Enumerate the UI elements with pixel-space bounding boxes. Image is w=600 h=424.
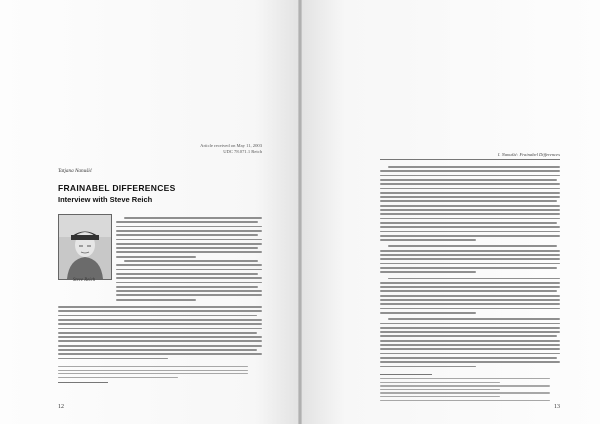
text-line xyxy=(380,348,560,350)
text-line xyxy=(58,349,257,351)
text-line xyxy=(116,234,258,236)
text-line xyxy=(116,273,258,275)
text-line xyxy=(380,282,560,284)
text-line xyxy=(380,271,476,273)
text-line xyxy=(380,340,560,342)
text-line xyxy=(116,251,262,253)
text-line xyxy=(116,243,262,245)
text-line xyxy=(380,344,560,346)
received-date: Article received on May 11, 2003 xyxy=(200,143,262,148)
article-title: FRAINABEL DIFFERENCES xyxy=(58,183,176,193)
text-line xyxy=(380,286,560,288)
text-line xyxy=(116,256,196,258)
text-line xyxy=(380,392,550,393)
text-line xyxy=(380,222,557,224)
text-line xyxy=(380,179,557,181)
text-line xyxy=(380,250,560,252)
text-line xyxy=(380,327,560,329)
text-line xyxy=(116,264,262,266)
text-line xyxy=(58,332,257,334)
publication-note xyxy=(152,143,262,155)
text-line xyxy=(380,200,557,202)
text-line xyxy=(380,357,557,359)
text-line xyxy=(380,299,560,301)
text-line xyxy=(116,230,262,232)
author-name: Tatjana Nanušić xyxy=(58,168,92,174)
text-line xyxy=(58,370,248,371)
text-line xyxy=(380,400,550,401)
text-line xyxy=(380,205,560,207)
text-line xyxy=(380,385,550,386)
text-line xyxy=(380,235,560,237)
text-line xyxy=(380,366,476,368)
text-line xyxy=(380,382,500,383)
text-line xyxy=(116,294,262,296)
right-page xyxy=(300,0,600,424)
text-line xyxy=(388,318,560,320)
text-line xyxy=(58,358,168,360)
text-line xyxy=(380,175,560,177)
steve-reich-photo xyxy=(58,214,112,280)
header-rule xyxy=(380,159,560,160)
text-line xyxy=(380,170,560,172)
text-line xyxy=(58,340,262,342)
udc-code: UDC 78.071.1 Reich xyxy=(223,149,262,154)
text-line xyxy=(388,245,557,247)
text-line xyxy=(380,258,560,260)
footnote-divider xyxy=(58,382,108,383)
text-line xyxy=(380,196,560,198)
text-line xyxy=(58,377,178,378)
text-line xyxy=(124,260,258,262)
text-line xyxy=(116,282,262,284)
running-head: I. Nanušić: Frainabel Differences xyxy=(497,152,560,157)
text-line xyxy=(380,308,560,310)
footnote-divider-right xyxy=(380,374,432,375)
text-line xyxy=(380,213,560,215)
text-line xyxy=(116,290,262,292)
text-line xyxy=(116,226,262,228)
text-line xyxy=(380,188,560,190)
text-line xyxy=(58,366,248,367)
text-line xyxy=(380,263,560,265)
text-line xyxy=(116,299,196,301)
text-line xyxy=(380,361,560,363)
text-line xyxy=(380,183,560,185)
article-subtitle: Interview with Steve Reich xyxy=(58,195,153,204)
text-line xyxy=(388,278,560,280)
text-line xyxy=(380,254,560,256)
text-line xyxy=(58,315,257,317)
text-line xyxy=(380,389,500,390)
text-line xyxy=(380,226,560,228)
text-line xyxy=(380,239,476,241)
text-line xyxy=(58,328,262,330)
portrait-image xyxy=(59,215,111,279)
text-line xyxy=(116,286,258,288)
text-line xyxy=(380,396,500,397)
text-line xyxy=(380,290,557,292)
text-line xyxy=(380,335,557,337)
text-line xyxy=(380,323,560,325)
text-line xyxy=(388,166,560,168)
text-line xyxy=(58,336,262,338)
text-line xyxy=(116,239,262,241)
text-line xyxy=(116,247,258,249)
text-line xyxy=(380,331,560,333)
text-line xyxy=(380,231,560,233)
text-line xyxy=(380,353,560,355)
text-line xyxy=(58,373,248,374)
text-line xyxy=(124,217,262,219)
text-line xyxy=(380,303,560,305)
text-line xyxy=(380,192,560,194)
text-line xyxy=(380,378,550,379)
text-line xyxy=(380,312,476,314)
text-line xyxy=(116,221,258,223)
text-line xyxy=(58,345,262,347)
text-line xyxy=(380,218,560,220)
text-line xyxy=(380,267,557,269)
book-gutter xyxy=(298,0,302,424)
text-line xyxy=(380,295,560,297)
text-line xyxy=(58,310,262,312)
right-page-number: 13 xyxy=(554,404,560,410)
text-line xyxy=(58,353,262,355)
photo-caption: Steve Reich xyxy=(72,278,96,283)
text-line xyxy=(116,277,262,279)
text-line xyxy=(58,323,262,325)
text-line xyxy=(380,209,560,211)
text-line xyxy=(58,319,262,321)
text-line xyxy=(116,269,262,271)
left-page-number: 12 xyxy=(58,404,64,410)
text-line xyxy=(58,306,262,308)
